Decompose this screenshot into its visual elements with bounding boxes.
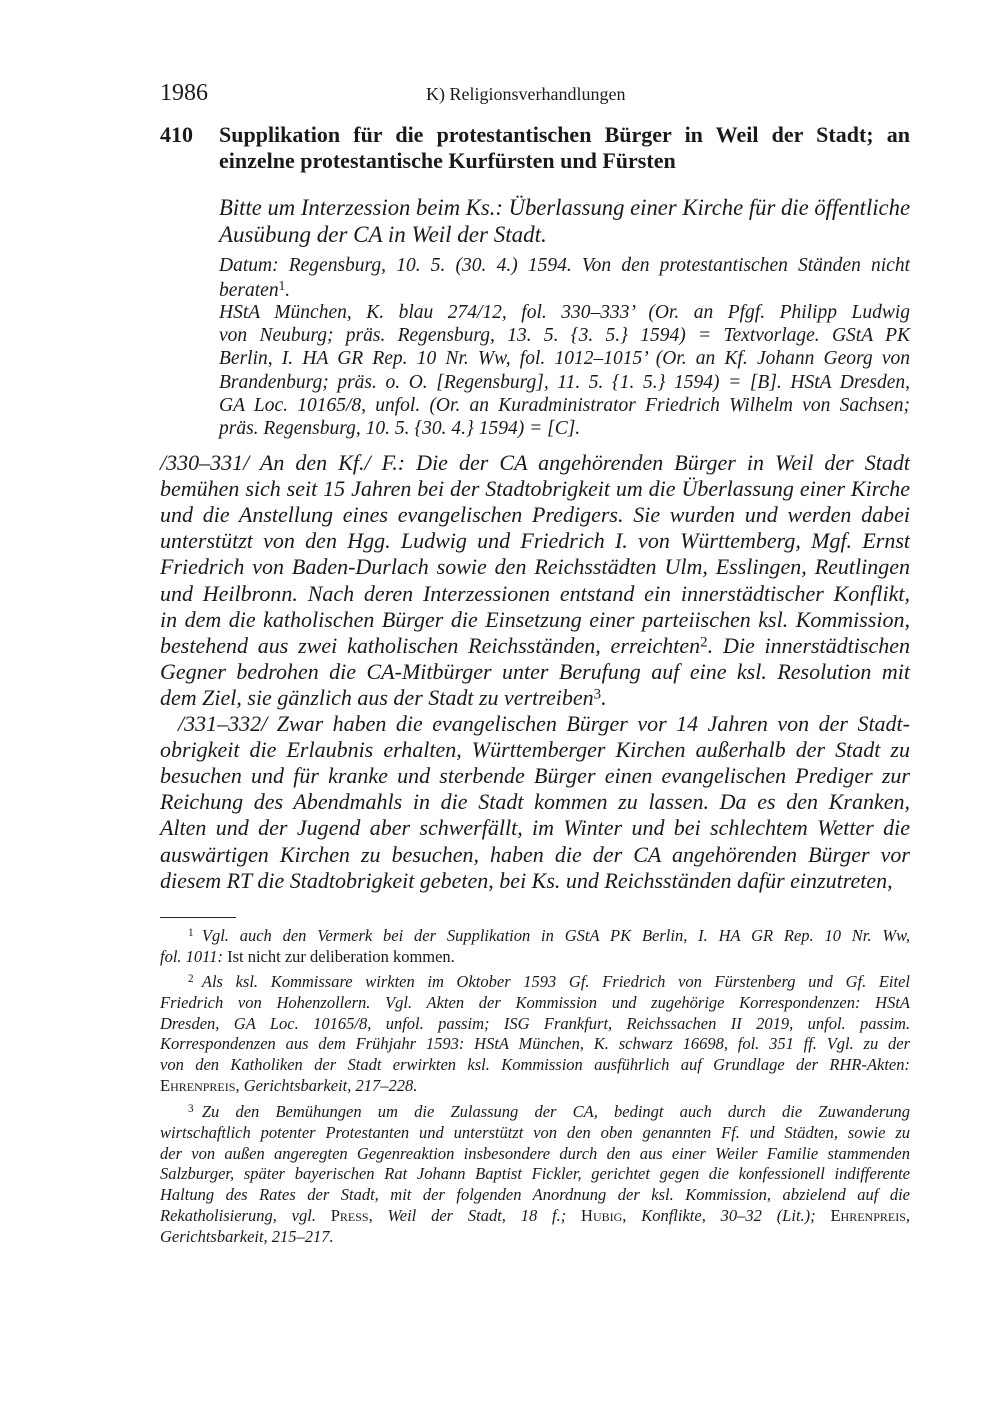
page-number: 1986 xyxy=(160,80,208,106)
body-line xyxy=(160,815,910,841)
text-segment: Ausübung der CA in Weil der Stadt. xyxy=(219,222,547,247)
text-segment: Reichung des Abendmahls in die Stadt kommen zu lassen. Da es den Kranken, xyxy=(160,789,910,815)
text-segment: Als ksl. Kommissare wirkten im Oktober 1593 Gf. Friedrich von Fürstenberg und Gf. Eitel xyxy=(201,972,910,991)
text-segment: Vgl. auch den Vermerk bei der Supplikation in GStA PK Berlin, I. HA GR Rep. 10 Nr. Ww, xyxy=(201,926,910,945)
text-segment: , xyxy=(622,1206,642,1225)
title-line xyxy=(219,122,910,148)
footnote-line xyxy=(160,1055,910,1075)
text-segment: Korrespondenzen aus dem Frühjahr 1593: HStA München, K. schwarz 16698, fol. 351 ff. Vgl. zu der xyxy=(160,1034,910,1054)
text-segment: präs. Regensburg, 10. 5. {30. 4.} 1594) = [C]. xyxy=(219,418,581,440)
text-segment: beraten xyxy=(219,280,279,302)
footnote-line xyxy=(160,1034,910,1054)
text-segment: Datum: Regensburg, 10. 5. (30. 4.) 1594. Von den protestantischen Ständen nicht xyxy=(219,255,910,276)
text-segment: Bitte um Interzession beim Ks.: Überlassung einer Kirche für die öffentliche xyxy=(219,195,910,220)
text-segment: und die Anstellung eines evangelischen Predigers. Sie wurden und werden dabei xyxy=(160,502,910,528)
text-segment: fol. 1011: xyxy=(160,946,223,966)
text-segment: dem Ziel, sie gänzlich aus der Stadt zu vertreiben xyxy=(160,684,594,710)
text-segment: wirtschaftlich potenter Protestanten und unterstützt von den oben genannten Ff. und Städten, sowie zu xyxy=(160,1122,910,1142)
text-segment: besuchen und für kranke und sterbende Bürger einen evangelischen Prediger zur xyxy=(160,763,910,789)
footnote-marker: 1 xyxy=(188,926,194,939)
text-segment: von Neuburg; präs. Regensburg, 13. 5. {3. 5.} 1594) = Textvorlage. GStA PK xyxy=(219,324,910,346)
body-line xyxy=(160,633,910,659)
footnote-line xyxy=(160,1164,910,1184)
source-line xyxy=(219,302,910,324)
text-segment: Berlin, I. HA GR Rep. 10 Nr. Ww, fol. 1012–1015’ (Or. an Kf. Johann Georg von xyxy=(219,348,910,370)
footnote-line xyxy=(160,947,910,967)
footnote-line xyxy=(188,926,910,946)
text-segment: Gegner bedrohen die CA-Mitbürger unter Berufung auf eine ksl. Resolution mit xyxy=(160,658,910,684)
text-segment: in dem die katholischen Bürger die Einsetzung einer parteiischen ksl. Kommission, xyxy=(160,606,910,632)
body-line xyxy=(160,476,910,502)
body-line xyxy=(160,502,910,528)
text-segment: Dresden, GA Loc. 10165/8, unfol. passim; ISG Frankfurt, Reichssachen II 2019, unfol. passim. xyxy=(160,1013,910,1033)
body-line xyxy=(160,763,910,789)
source-line xyxy=(219,395,910,417)
footnote-line xyxy=(160,1206,910,1226)
text-segment: diesem RT die Stadtobrigkeit gebeten, bei Ks. und Reichsständen dafür einzutreten, xyxy=(160,867,893,893)
footnote-reference: 2 xyxy=(700,633,708,650)
body-line xyxy=(160,685,910,711)
footnote-line xyxy=(160,1014,910,1034)
text-segment: GA Loc. 10165/8, unfol. (Or. an Kuradministrator Friedrich Wilhelm von Sachsen; xyxy=(219,394,910,416)
body-line xyxy=(160,450,910,476)
footnote-marker: 3 xyxy=(188,1102,194,1115)
text-segment: Ehrenpreis xyxy=(160,1076,236,1095)
footnote-line xyxy=(160,1185,910,1205)
text-segment: , xyxy=(368,1206,388,1225)
text-segment: /331–332/ Zwar haben die evangelischen Bürger vor 14 Jahren von der Stadt- xyxy=(178,711,910,736)
body-line xyxy=(160,528,910,554)
source-line xyxy=(219,348,910,370)
text-segment: Brandenburg; präs. o. O. [Regensburg], 11. 5. {1. 5.} 1594) = [B]. HStA Dresden, xyxy=(219,371,910,393)
source-line xyxy=(219,418,910,440)
text-segment: bemühen sich seit 15 Jahren bei der Stadtobrigkeit um die Überlassung einer Kirche xyxy=(160,476,910,502)
text-segment: /330–331/ An den Kf./ F.: Die der CA angehörenden Bürger in Weil der Stadt xyxy=(160,450,910,475)
text-segment: einzelne protestantische Kurfürsten und Fürsten xyxy=(219,148,676,173)
summary-line xyxy=(219,195,910,221)
footnote-line xyxy=(188,972,910,992)
text-segment: . xyxy=(285,280,291,302)
text-segment: . Die innerstädtischen xyxy=(707,632,910,658)
footnote-line xyxy=(160,1076,910,1096)
body-line xyxy=(178,711,910,737)
footnote-rule xyxy=(160,917,236,918)
body-line xyxy=(160,659,910,685)
text-segment: Ist nicht zur deliberation kommen. xyxy=(222,946,455,966)
text-segment: der von außen angeregten Gegenreaktion insbesondere durch den aus einer Weiler Familie stammenden xyxy=(160,1143,910,1163)
text-segment: Hubig xyxy=(581,1206,623,1225)
text-segment: Rekatholisierung, vgl. xyxy=(160,1206,331,1225)
source-line xyxy=(219,255,910,277)
text-segment: , xyxy=(235,1076,244,1095)
body-line xyxy=(160,607,910,633)
text-segment: Haltung des Rates der Stadt, mit der folgenden Anordnung der ksl. Kommission, abzielend auf die xyxy=(160,1185,910,1205)
text-segment: Press xyxy=(330,1206,369,1225)
body-line xyxy=(160,868,910,894)
text-segment: HStA München, K. blau 274/12, fol. 330–333’ (Or. an Pfgf. Philipp Ludwig xyxy=(219,301,910,323)
footnote-reference: 1 xyxy=(278,278,286,294)
source-line xyxy=(219,278,910,302)
text-segment: Zu den Bemühungen um die Zulassung der CA, bedingt auch durch die Zuwanderung xyxy=(201,1102,910,1121)
body-line xyxy=(160,842,910,868)
footnote-line xyxy=(160,1227,910,1247)
footnote-line xyxy=(188,1102,910,1122)
text-segment: Gerichtsbarkeit, 215–217. xyxy=(160,1226,334,1246)
text-segment: , xyxy=(905,1206,911,1225)
text-segment: Weil der Stadt, 18 f.; xyxy=(387,1206,582,1225)
footnote-reference: 3 xyxy=(593,686,602,703)
text-segment: bestehend aus zwei katholischen Reichsständen, erreichten xyxy=(160,632,701,658)
body-line xyxy=(160,737,910,763)
entry-number: 410 xyxy=(160,122,193,147)
title-line xyxy=(219,148,910,174)
body-line xyxy=(160,789,910,815)
text-segment: und Heilbronn. Nach deren Interzessionen entstand ein innerstädtischer Konflikt, xyxy=(160,580,910,606)
text-segment: Supplikation für die protestantischen Bürger in Weil der Stadt; an xyxy=(219,122,910,147)
text-segment: von den Katholiken der Stadt erwirkten ksl. Kommission ausführlich auf Grundlage der RHR-Akten: xyxy=(160,1055,910,1075)
body-line xyxy=(160,554,910,580)
text-segment: Gerichtsbarkeit, 217–228. xyxy=(243,1076,418,1095)
text-segment: Friedrich von Baden-Durlach sowie den Reichsstädten Ulm, Esslingen, Reutlingen xyxy=(160,554,910,580)
footnote-line xyxy=(160,1144,910,1164)
text-segment: . xyxy=(601,684,607,710)
text-segment: Konflikte, 30–32 (Lit.); xyxy=(641,1206,831,1225)
footnote-line xyxy=(160,1123,910,1143)
text-segment: Ehrenpreis xyxy=(830,1206,906,1225)
summary-line xyxy=(219,222,910,248)
text-segment: Alten und der Jugend aber schwerfällt, im Winter und bei schlechtem Wetter die xyxy=(160,815,910,841)
body-line xyxy=(160,581,910,607)
text-segment: Friedrich von Hohenzollern. Vgl. Akten der Kommission und zugehörige Korrespondenzen: HStA xyxy=(160,992,910,1012)
footnote-marker: 2 xyxy=(188,972,194,985)
text-segment: obrigkeit die Erlaubnis erhalten, Württemberger Kirchen außerhalb der Stadt zu xyxy=(160,737,910,763)
footnote-line xyxy=(160,993,910,1013)
source-line xyxy=(219,372,910,394)
text-segment: unterstützt von den Hgg. Ludwig und Friedrich I. von Württemberg, Mgf. Ernst xyxy=(160,528,910,554)
text-segment: Salzburger, später bayerischen Rat Johann Baptist Fickler, gerichtet gegen die konfessionell indifferente xyxy=(160,1164,910,1184)
running-title: K) Religionsverhandlungen xyxy=(426,84,626,104)
text-segment: auswärtigen Kirchen zu besuchen, haben die der CA angehörenden Bürger vor xyxy=(160,841,910,867)
source-line xyxy=(219,325,910,347)
